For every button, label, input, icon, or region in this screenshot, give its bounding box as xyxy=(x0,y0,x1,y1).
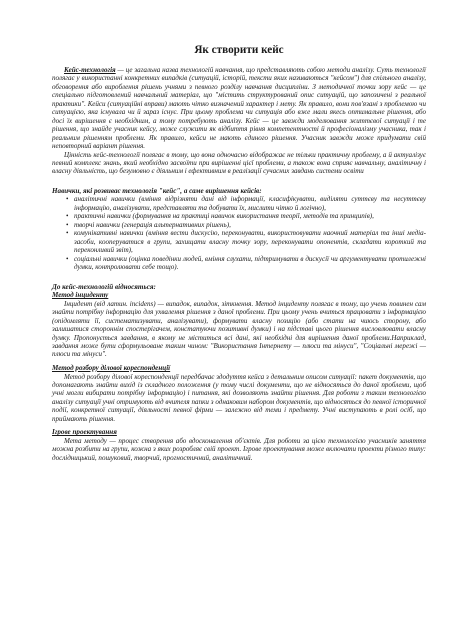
intro-paragraph xyxy=(52,66,426,151)
correspondence-method-title: Метод розбору ділової кореспонденції xyxy=(52,363,171,372)
list-item: • практичні навички (формування на практиці навичок використання теорії, методів та принципів), xyxy=(52,212,426,220)
spacer xyxy=(52,176,426,181)
game-design-title: Ігрове проектування xyxy=(52,428,117,437)
incident-method-title: Метод інциденту xyxy=(52,291,109,300)
list-item: • соціальні навички (оцінка поведінки людей, вміння слухати, підтримувати в дискусії чи аргументувати протилежні думки, контролювати себе тощо). xyxy=(52,255,426,272)
page-title: Як створити кейс xyxy=(194,44,284,56)
spacer xyxy=(52,272,426,277)
list-item: • аналітичні навички (вміння відрізняти дані від інформації, класифікувати, виділяти суттєву та несуттєву інформацію, аналізувати, представляти та добувати їх, мислити чітко й логічно), xyxy=(52,195,426,212)
intro-term: Кейс-технологія xyxy=(64,66,116,74)
game-design-text: Мета методу — процес створення або вдосконалення об'єктів. Для роботи за цією технологією учасників заняття можна розбити на групи, кожна з яких розробляє свій проект. Ігрове проектування може включати проекти різного типу: дослідницький, пошуковий, творчий, прогностичний, аналітичний. xyxy=(52,436,426,462)
list-item: • комунікативні навички (вміння вести дискусію, переконувати, використовувати наочний матеріал та інші медіа-засоби, кооперуватися в групи, захищати власну точку зору, переконувати опонентів, складати короткий та переконливий звіт), xyxy=(52,229,426,254)
skills-list xyxy=(52,195,426,271)
methods-heading: До кейс-технологій відносяться: xyxy=(52,282,156,291)
incident-method-text: Інцидент (від латин. incidens) — випадок, випадок, зіткнення. Метод інциденту полягає в тому, що учень повинен сам знайти потрібну інформацію для ухвалення рішення з даної проблеми. При цьому учень вчиться працювати з інформацією (опідомляти її, систематизувати, аналізувати), формувати власну позицію (або стати на чиюсь сторону, або залишатися стороннім спостерігачем, констатуючи позитивні думки) і на підставі цього рішення висловлювати власну думку. Пропонується завдання, в якому не міститься всі дані, які необхідні для вирішення даної проблеми.Наприклад, завдання може бути сформульоване таким чином: "Використання Інтернету — плюси та мінуси", "Соціальні мережі — плюси та мінуси". xyxy=(52,299,426,359)
correspondence-method-text: Метод розбору ділової кореспонденції передбачає здодуття кейса з детальним описом ситуації: пакет документів, що допомагають знайти вихід із складного положення (у тому числі документи, що не відносяться до даної проблеми, щоб учні могли вибирати потрібну інформацію) і питання, які дозволяють знайти рішення. Для роботи з таким технологією аналізу ситуації учні отримують від вчителя папки з однаковим набором документів, що відносяться до певної історичної події, конкретної ситуації, діяльності певної фірми — залежно від теми і предмету. Учні виступають в ролі осіб, що приймають рішення. xyxy=(52,372,426,423)
skills-heading: Навички, які розвиває технологія "кейс", а саме вирішення кейсів: xyxy=(52,186,262,195)
list-item: • творчі навички (генерація альтернативних рішень), xyxy=(52,221,426,229)
intro-text: — це загальна назва технологій навчання, що представляють собою методи аналізу. Суть технології полягає у використанні конкретних випадків (ситуацій, історій, тексти яких називаються "кейсом") для спільного аналізу, обговорення або вироблення рішень учнями з певного розділу навчання дисципліни. З методичної точки зору кейс — це спеціально підготовлений навчальний матеріал, що "містить структурований опис ситуацій, що запозичені з реальної практики". Кейси (ситуаційні вправи) мають чітко визначений характер і мету. Як правило, вони пов'язані з проблемою чи ситуацією, яка існувала чи й зараз існує. При цьому проблема чи ситуація або вже мали якесь оптимальне рішення, або досі їх вирішення є необхідним, а тому потребують аналізу. Кейс — це завжди моделювання життєвої ситуації і те рішення, що знайде учасник кейсу, може служити як відбиття рівня компетентності й професіоналізму учасника, так і реальним рішенням проблеми. Як правило, кейси не мають єдиного рішення. Учасник завжди може придумати свій неповторний варіант рішення. xyxy=(52,66,426,151)
value-paragraph: Цінність кейс-технології полягає в тому, що вона одночасно відображає не тільки практичну проблему, а й актуалізує певний комплекс знань, який необхідно засвоїти при вирішенні цієї проблеми, а також вона сприяє навчальну, аналітичну і власну діяльність, що безумовно є діяльним і ефективним в реалізації сучасних завдань системи освіти xyxy=(52,150,426,176)
